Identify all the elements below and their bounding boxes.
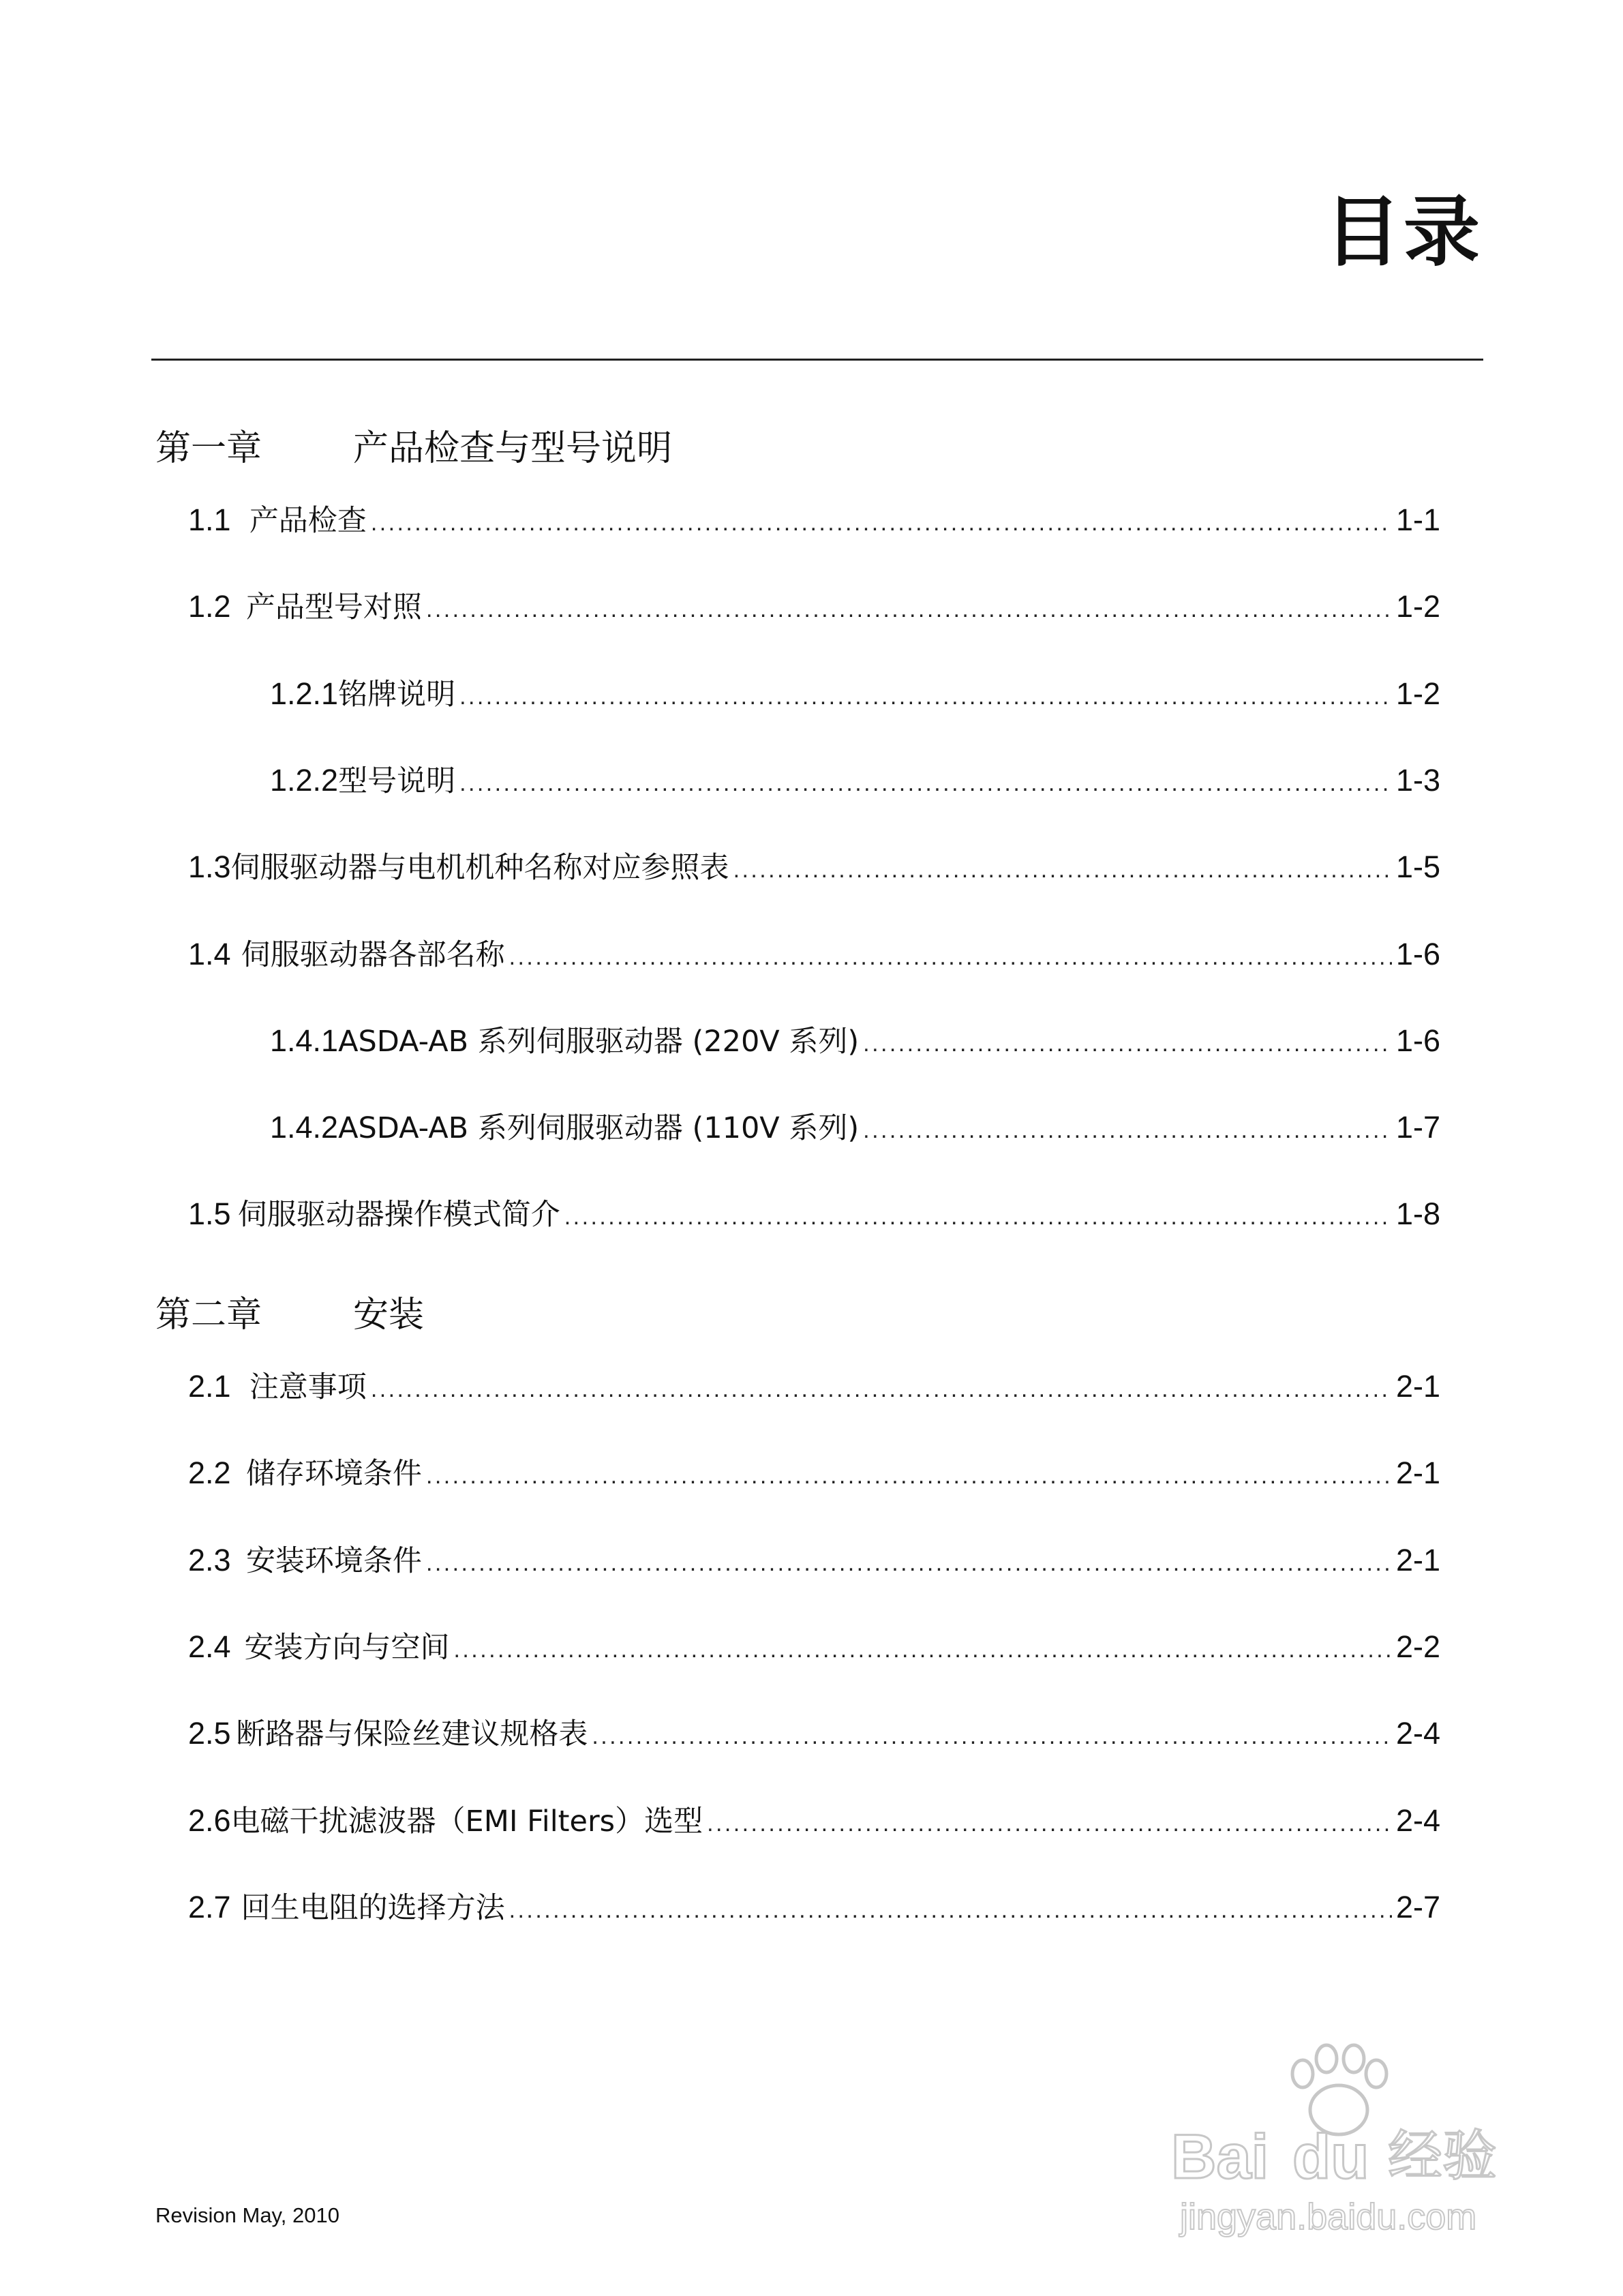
toc-entry-page: 2-4 bbox=[1395, 1803, 1440, 1838]
toc-entry-title: 安装环境条件 bbox=[245, 1544, 422, 1578]
toc-entry-page: 2-2 bbox=[1395, 1629, 1440, 1664]
toc-entry[interactable] bbox=[270, 1021, 1440, 1061]
toc-dot-leader bbox=[509, 1890, 1392, 1931]
toc-entry[interactable] bbox=[188, 934, 1440, 975]
toc-entry-title: 铭牌说明 bbox=[338, 678, 456, 712]
toc-entry-page: 1-2 bbox=[1395, 589, 1440, 624]
toc-entry-page: 2-1 bbox=[1395, 1455, 1440, 1490]
toc-entry-title: 注意事项 bbox=[249, 1370, 367, 1404]
toc-dot-leader bbox=[564, 1196, 1392, 1237]
toc-entry-number: 1.4.2 bbox=[270, 1110, 339, 1145]
toc-entry-page: 1-2 bbox=[1395, 676, 1440, 711]
toc-dot-leader bbox=[707, 1803, 1392, 1844]
toc-entry-title: 储存环境条件 bbox=[245, 1457, 422, 1491]
revision-footer: Revision May, 2010 bbox=[155, 2203, 339, 2227]
toc-entry-page: 2-1 bbox=[1395, 1369, 1440, 1404]
toc-entry[interactable] bbox=[188, 1713, 1440, 1754]
chapter-title: 产品检查与型号说明 bbox=[353, 428, 673, 469]
toc-dot-leader bbox=[863, 1023, 1392, 1064]
toc-entry-title: 断路器与保险丝建议规格表 bbox=[236, 1717, 588, 1751]
toc-entry-title: ASDA-AB 系列伺服驱动器 (220V 系列) bbox=[338, 1025, 860, 1059]
chapter-label: 第二章 bbox=[155, 1295, 262, 1335]
toc-entry-title: 电磁干扰滤波器（EMI Filters）选型 bbox=[230, 1804, 703, 1839]
toc-entry[interactable] bbox=[188, 1887, 1440, 1928]
toc-entry-number: 2.2 bbox=[188, 1455, 231, 1490]
toc-entry[interactable] bbox=[270, 1107, 1440, 1148]
toc-entry-title: 安装方向与空间 bbox=[244, 1631, 450, 1665]
watermark-brand-du: du bbox=[1292, 2122, 1369, 2192]
toc-entry-number: 1.5 bbox=[188, 1196, 231, 1231]
paw-icon bbox=[1292, 2045, 1386, 2134]
toc-entry-title: 回生电阻的选择方法 bbox=[241, 1891, 505, 1925]
toc-entry-title: 伺服驱动器各部名称 bbox=[241, 938, 505, 972]
toc-entry-page: 1-3 bbox=[1395, 763, 1440, 798]
page-title: 目录 bbox=[1324, 187, 1483, 277]
toc-entry-number: 1.2.2 bbox=[270, 763, 339, 798]
toc-entry[interactable] bbox=[188, 1800, 1440, 1841]
toc-dot-leader bbox=[863, 1110, 1392, 1151]
toc-entry-number: 2.5 bbox=[188, 1716, 231, 1751]
toc-dot-leader bbox=[509, 937, 1392, 978]
toc-entry-page: 2-7 bbox=[1395, 1890, 1440, 1924]
toc-entry-page: 1-7 bbox=[1395, 1110, 1440, 1145]
toc-entry-page: 1-5 bbox=[1395, 849, 1440, 884]
toc-dot-leader bbox=[592, 1716, 1392, 1757]
toc-entry[interactable] bbox=[188, 1366, 1440, 1407]
watermark-url: jingyan.baidu.com bbox=[1180, 2196, 1477, 2237]
toc-dot-leader bbox=[426, 1455, 1392, 1496]
toc-entry[interactable] bbox=[188, 586, 1440, 627]
toc-entry-title: ASDA-AB 系列伺服驱动器 (110V 系列) bbox=[338, 1111, 860, 1145]
toc-dot-leader bbox=[426, 589, 1392, 630]
toc-entry-title: 产品型号对照 bbox=[245, 590, 422, 624]
toc-entry[interactable] bbox=[270, 760, 1440, 801]
toc-entry-page: 1-8 bbox=[1395, 1196, 1440, 1231]
toc-dot-leader bbox=[459, 676, 1392, 717]
toc-entry-title: 型号说明 bbox=[338, 764, 456, 798]
toc-entry-number: 1.4 bbox=[188, 937, 231, 971]
toc-entry[interactable] bbox=[188, 1540, 1440, 1581]
toc-entry[interactable] bbox=[188, 500, 1440, 541]
toc-dot-leader bbox=[426, 1543, 1392, 1584]
toc-entry[interactable] bbox=[188, 1453, 1440, 1494]
toc-entry-number: 1.2 bbox=[188, 589, 231, 624]
toc-entry-page: 2-1 bbox=[1395, 1543, 1440, 1577]
toc-entry-page: 1-6 bbox=[1395, 937, 1440, 971]
toc-entry-number: 2.6 bbox=[188, 1803, 231, 1838]
toc-entry-number: 2.7 bbox=[188, 1890, 231, 1924]
toc-entry-number: 2.4 bbox=[188, 1629, 231, 1664]
chapter-title: 安装 bbox=[353, 1295, 425, 1335]
toc-entry[interactable] bbox=[188, 847, 1440, 888]
toc-entry-title: 伺服驱动器与电机机种名称对应参照表 bbox=[230, 851, 729, 885]
toc-entry-number: 1.4.1 bbox=[270, 1023, 339, 1058]
toc-entry-number: 2.3 bbox=[188, 1543, 231, 1577]
toc-dot-leader bbox=[371, 502, 1392, 543]
toc-entry-page: 1-6 bbox=[1395, 1023, 1440, 1058]
baidu-jingyan-watermark bbox=[1163, 2038, 1531, 2243]
toc-entry-number: 1.1 bbox=[188, 502, 231, 537]
toc-entry[interactable] bbox=[188, 1627, 1440, 1667]
toc-dot-leader bbox=[371, 1369, 1392, 1410]
chapter-label: 第一章 bbox=[155, 428, 262, 469]
toc-dot-leader bbox=[459, 763, 1392, 804]
toc-entry-page: 1-1 bbox=[1395, 502, 1440, 537]
toc-entry-number: 2.1 bbox=[188, 1369, 231, 1404]
toc-entry-title: 伺服驱动器操作模式简介 bbox=[237, 1198, 560, 1232]
toc-entry[interactable] bbox=[188, 1194, 1440, 1235]
toc-entry-number: 1.2.1 bbox=[270, 676, 339, 711]
watermark-brand-cn: 经验 bbox=[1388, 2124, 1497, 2188]
toc-entry[interactable] bbox=[270, 674, 1440, 714]
watermark-brand: Bai bbox=[1171, 2122, 1269, 2192]
toc-dot-leader bbox=[733, 849, 1392, 890]
toc-entry-number: 1.3 bbox=[188, 849, 231, 884]
toc-entry-page: 2-4 bbox=[1395, 1716, 1440, 1751]
toc-entry-title: 产品检查 bbox=[249, 504, 367, 538]
toc-dot-leader bbox=[454, 1629, 1392, 1670]
